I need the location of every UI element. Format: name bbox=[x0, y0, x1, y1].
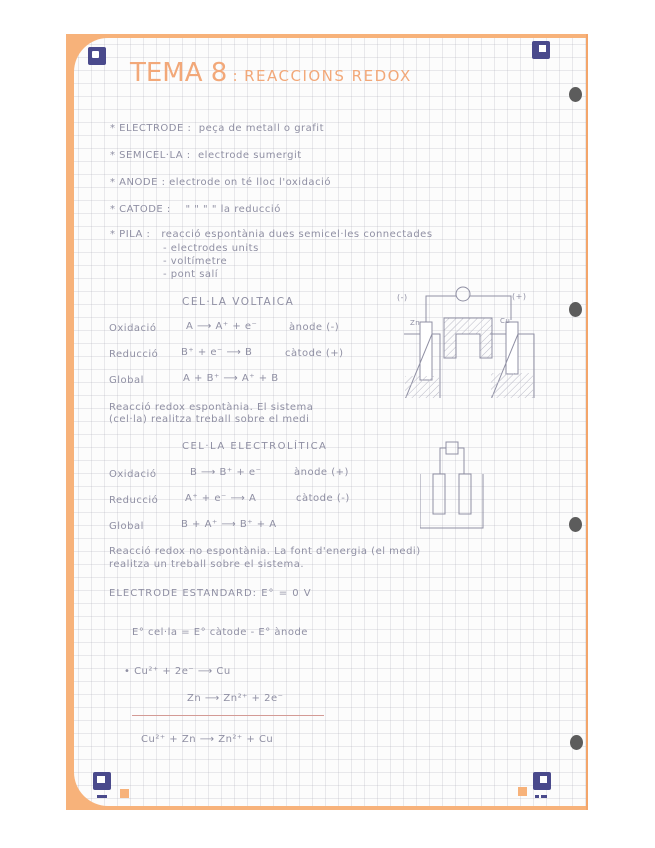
pila-item: - electrodes units bbox=[163, 243, 259, 254]
title-prefix: TEMA 8 bbox=[130, 58, 228, 88]
standard-formula: E° cel·la = E° càtode - E° ànode bbox=[132, 627, 308, 638]
electrolitica-oxidacio-label: Oxidació bbox=[109, 469, 157, 480]
voltaica-note: Reacció redox espontània. El sistema bbox=[109, 402, 314, 413]
diagram-negative-label: (-) bbox=[397, 293, 408, 302]
voltaica-reduccio-eq: B⁺ + e⁻ ⟶ B bbox=[181, 347, 253, 358]
electrolitica-reduccio-eq: A⁺ + e⁻ ⟶ A bbox=[185, 493, 257, 504]
binder-hole bbox=[569, 302, 582, 317]
corner-dash bbox=[535, 795, 539, 798]
sum-line bbox=[132, 715, 324, 716]
voltaica-global-eq: A + B⁺ ⟶ A⁺ + B bbox=[183, 373, 279, 384]
electrolitica-reduccio-label: Reducció bbox=[109, 495, 159, 506]
definition-catode: * CATODE : " " " " la reducció bbox=[110, 204, 281, 215]
corner-dash bbox=[97, 795, 107, 798]
electrolitica-note: realitza un treball sobre el sistema. bbox=[109, 559, 305, 570]
diagram-zn-label: Zn bbox=[410, 319, 421, 327]
example-oxidation: Zn ⟶ Zn²⁺ + 2e⁻ bbox=[187, 693, 284, 704]
page-right-edge bbox=[586, 34, 588, 810]
diagram-positive-label: (+) bbox=[512, 292, 527, 301]
example-reduction: • Cu²⁺ + 2e⁻ ⟶ Cu bbox=[124, 666, 231, 677]
diagram-cu-label: Cu bbox=[500, 317, 511, 325]
definition-anode: * ANODE : electrode on té lloc l'oxidació bbox=[110, 177, 331, 188]
electrolitica-reduccio-electrode: càtode (-) bbox=[296, 493, 350, 504]
corner-dash bbox=[541, 795, 547, 798]
voltaica-note: (cel·la) realitza treball sobre el medi bbox=[109, 414, 310, 425]
voltaica-heading: CEL·LA VOLTAICA bbox=[182, 296, 295, 308]
standard-electrode-line: ELECTRODE ESTANDARD: E° = 0 V bbox=[109, 588, 312, 599]
electrolitica-global-label: Global bbox=[109, 521, 144, 532]
electrolitica-global-eq: B + A⁺ ⟶ B⁺ + A bbox=[181, 519, 277, 530]
electrolitica-oxidacio-eq: B ⟶ B⁺ + e⁻ bbox=[190, 467, 262, 478]
voltaica-reduccio-electrode: càtode (+) bbox=[285, 348, 344, 359]
pila-item: - pont salí bbox=[163, 269, 219, 280]
electrolitica-heading: CEL·LA ELECTROLÍTICA bbox=[182, 441, 328, 452]
orange-square-marker bbox=[120, 789, 129, 798]
binder-hole bbox=[570, 735, 583, 750]
title-separator: : bbox=[232, 67, 239, 85]
voltaica-oxidacio-label: Oxidació bbox=[109, 323, 157, 334]
voltaica-reduccio-label: Reducció bbox=[109, 349, 159, 360]
definition-pila: * PILA : reacció espontània dues semicel·les connectades bbox=[110, 229, 433, 240]
electrolitica-oxidacio-electrode: ànode (+) bbox=[294, 467, 349, 478]
binder-hole bbox=[569, 87, 582, 102]
pila-item: - voltímetre bbox=[163, 256, 228, 267]
page-title bbox=[130, 58, 412, 88]
definition-electrode: * ELECTRODE : peça de metall o grafit bbox=[110, 123, 324, 134]
title-main: REACCIONS REDOX bbox=[244, 67, 412, 85]
voltaica-oxidacio-eq: A ⟶ A⁺ + e⁻ bbox=[186, 321, 258, 332]
electrolytic-cell-diagram bbox=[420, 440, 490, 540]
corner-mark-top-right-icon bbox=[532, 41, 550, 59]
electrolitica-note: Reacció redox no espontània. La font d'energia (el medi) bbox=[109, 546, 421, 557]
voltaica-oxidacio-electrode: ànode (-) bbox=[289, 322, 340, 333]
voltaica-global-label: Global bbox=[109, 375, 144, 386]
corner-mark-bottom-right-icon bbox=[533, 772, 551, 790]
corner-mark-top-left-icon bbox=[88, 47, 106, 65]
orange-square-marker bbox=[518, 787, 527, 796]
definition-semicella: * SEMICEL·LA : electrode sumergit bbox=[110, 150, 302, 161]
corner-mark-bottom-left-icon bbox=[93, 772, 111, 790]
example-global: Cu²⁺ + Zn ⟶ Zn²⁺ + Cu bbox=[141, 734, 274, 745]
binder-hole bbox=[569, 517, 582, 532]
